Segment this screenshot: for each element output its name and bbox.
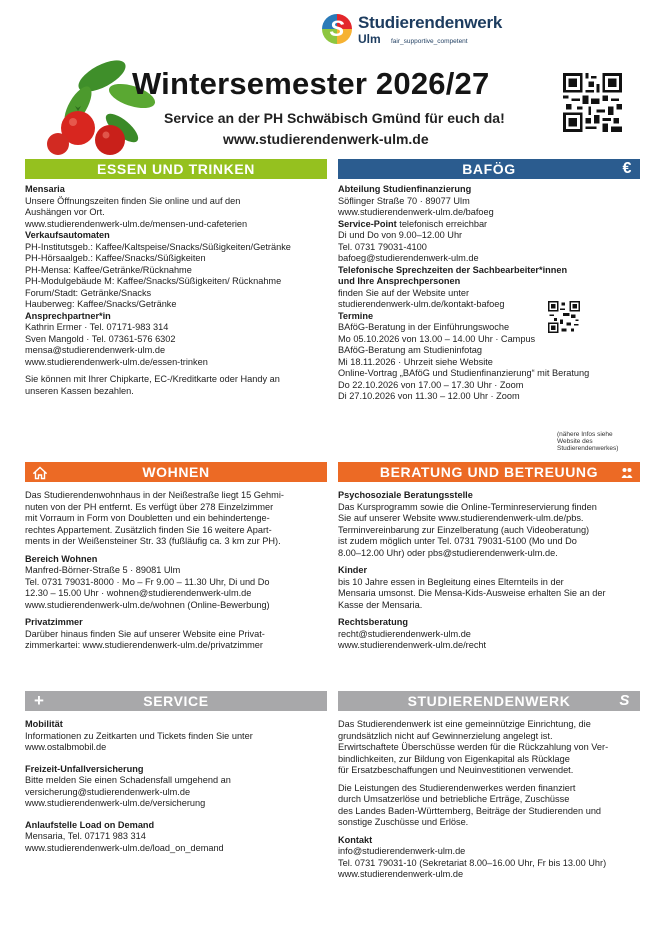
line-text: Unsere Öffnungszeiten finden Sie online und auf den bbox=[25, 195, 241, 206]
bafoeg-subheading bbox=[338, 276, 640, 288]
service-text-line bbox=[25, 731, 327, 743]
essen-text-line bbox=[25, 265, 327, 277]
line-text: Sie können mit Ihrer Chipkarte, EC-/Kreditkarte oder Handy an bbox=[25, 374, 280, 384]
service-text-line[interactable] bbox=[25, 742, 327, 754]
line-text: Das Kursprogramm sowie die Online-Terminreservierung finden bbox=[338, 501, 597, 512]
subheading-text: Termine bbox=[338, 310, 374, 321]
wohnen-text-line bbox=[25, 577, 327, 589]
essen-text-line bbox=[25, 242, 327, 254]
line-text: finden Sie auf der Website unter bbox=[338, 287, 470, 298]
essen-text-line bbox=[25, 253, 327, 265]
subheading-text: Service-Point bbox=[338, 218, 397, 229]
line-text: Mi 18.11.2026 · Uhrzeit siehe Website bbox=[338, 356, 493, 367]
line-text: Informationen zu Zeitkarten und Tickets finden Sie unter bbox=[25, 730, 253, 741]
bafoeg-text-line bbox=[338, 334, 640, 346]
spacer bbox=[25, 810, 327, 820]
studierendenwerk-text-line bbox=[338, 719, 640, 731]
line-text: durch Umsatzerlöse und betriebliche Erträge, Zuschüsse bbox=[338, 794, 570, 804]
line-text: mensa@studierendenwerk-ulm.de bbox=[25, 345, 166, 355]
line-text: Kathrin Ermer · Tel. 07171-983 314 bbox=[25, 322, 169, 332]
wohnen-text-line bbox=[25, 513, 327, 525]
bafoeg-text-line bbox=[338, 345, 640, 357]
studierendenwerk-text-line[interactable] bbox=[338, 846, 640, 858]
section-heading-essen: ESSEN UND TRINKEN bbox=[97, 161, 255, 177]
studierendenwerk-text-line[interactable] bbox=[338, 869, 640, 881]
section-heading-bafoeg: BAFÖG bbox=[462, 161, 516, 177]
section-bar-service bbox=[25, 691, 327, 711]
line-text: www.studierendenwerk-ulm.de/recht bbox=[338, 640, 487, 650]
line-text: versicherung@studierendenwerk-ulm.de bbox=[25, 786, 191, 797]
service-text-line[interactable] bbox=[25, 787, 327, 799]
plus-icon: + bbox=[34, 691, 45, 710]
line-text: zimmerkartei: www.studierendenwerk-ulm.de/privatzimmer bbox=[25, 640, 263, 650]
line-text: Hauberweg: Kaffee/Snacks/Getränke bbox=[25, 299, 177, 309]
wohnen-text-line bbox=[25, 536, 327, 548]
line-text: Mo 05.10.2026 von 13.00 – 14.00 Uhr · Campus bbox=[338, 333, 536, 344]
line-text: rechtes Appartement. Zusätzlich finden Sie 16 weitere Apart- bbox=[25, 524, 272, 535]
website-link[interactable]: www.studierendenwerk-ulm.de bbox=[223, 131, 429, 147]
bafoeg-text-line bbox=[338, 196, 640, 208]
subheading-text: Abteilung Studienfinanzierung bbox=[338, 184, 472, 194]
line-text: Online-Vortrag „BAföG und Studienfinanzierung“ mit Beratung bbox=[338, 368, 590, 378]
bafoeg-text-line bbox=[338, 242, 640, 254]
essen-text-line bbox=[25, 276, 327, 288]
line-text: www.studierendenwerk-ulm.de/bafoeg bbox=[338, 207, 494, 217]
section-body-essen bbox=[25, 184, 327, 397]
line-text: PH-Mensa: Kaffee/Getränke/Rücknahme bbox=[25, 264, 192, 275]
line-text: Tel. 0731 79031-8000 · Mo – Fr 9.00 – 11.30 Uhr, Di und Do bbox=[25, 576, 270, 587]
line-text: bafoeg@studierendenwerk-ulm.de bbox=[338, 253, 479, 263]
beratung-text-line bbox=[338, 577, 640, 589]
beratung-text-line bbox=[338, 502, 640, 514]
line-text: info@studierendenwerk-ulm.de bbox=[338, 846, 466, 856]
section-bar-essen bbox=[25, 159, 327, 179]
line-text: Die Leistungen des Studierendenwerkes werden finanziert bbox=[338, 782, 576, 793]
section-bar-studierendenwerk bbox=[338, 691, 640, 711]
bafoeg-subheading bbox=[338, 184, 640, 196]
line-text: ist zudem möglich unter Tel. 0731 79031-5100 (Mo und Do bbox=[338, 536, 577, 546]
line-text: grundsätzlich nicht auf Gewinnerzielung angelegt ist. bbox=[338, 730, 553, 741]
brand-city: Ulm bbox=[358, 32, 381, 46]
section-body-service bbox=[25, 719, 327, 854]
house-icon bbox=[33, 462, 47, 482]
bafoeg-text-line bbox=[338, 380, 640, 392]
subheading-text: Kinder bbox=[338, 565, 368, 575]
essen-subheading bbox=[25, 230, 327, 242]
line-text: Sven Mangold · Tel. 07361-576 6302 bbox=[25, 333, 176, 344]
line-text: Di 27.10.2026 von 11.30 – 12.00 Uhr · Zoom bbox=[338, 391, 520, 401]
line-text: des Landes Baden-Württemberg, Beiträge der Studierenden und bbox=[338, 805, 602, 816]
section-bar-beratung bbox=[338, 462, 640, 482]
subheading-text: Bereich Wohnen bbox=[25, 553, 98, 564]
wohnen-subheading bbox=[25, 554, 327, 566]
essen-text-line[interactable] bbox=[25, 219, 327, 231]
bafoeg-text-line bbox=[338, 391, 640, 403]
section-bar-bafoeg bbox=[338, 159, 640, 179]
line-text: Darüber hinaus finden Sie auf unserer Website eine Privat- bbox=[25, 628, 265, 639]
euro-icon: € bbox=[622, 160, 632, 177]
studierendenwerk-text-line bbox=[338, 731, 640, 743]
line-text: bis 10 Jahre essen in Begleitung eines Elternteils in der bbox=[338, 576, 564, 587]
section-heading-wohnen: WOHNEN bbox=[142, 464, 210, 480]
bafoeg-text-line bbox=[338, 368, 640, 380]
line-text: Kasse der Mensaria. bbox=[338, 599, 423, 610]
studierendenwerk-text-line bbox=[338, 742, 640, 754]
beratung-text-line[interactable] bbox=[338, 513, 640, 525]
essen-subheading bbox=[25, 184, 327, 196]
line-text: Tel. 0731 79031-4100 bbox=[338, 241, 427, 252]
bafoeg-text-line bbox=[338, 299, 640, 311]
beratung-text-line[interactable] bbox=[338, 548, 640, 560]
subheading-text: Ansprechpartner*in bbox=[25, 310, 111, 321]
service-text-line bbox=[25, 775, 327, 787]
line-text: Do 22.10.2026 von 17.00 – 17.30 Uhr · Zoom bbox=[338, 379, 524, 390]
line-text: www.studierendenwerk-ulm.de/wohnen (Online-Bewerbung) bbox=[25, 599, 270, 610]
line-text: Forum/Stadt: Getränke/Snacks bbox=[25, 287, 152, 298]
spacer bbox=[25, 754, 327, 764]
line-text: BAföG-Beratung am Studieninfotag bbox=[338, 345, 483, 355]
studierendenwerk-text-line bbox=[338, 858, 640, 870]
essen-text-line bbox=[25, 386, 327, 398]
bafoeg-subheading bbox=[338, 219, 640, 231]
line-text: Sie auf unserer Website www.studierendenwerk-ulm.de/pbs. bbox=[338, 513, 584, 523]
wohnen-text-line bbox=[25, 502, 327, 514]
essen-text-line[interactable] bbox=[25, 357, 327, 369]
studierendenwerk-text-line bbox=[338, 817, 640, 829]
line-text: Söflinger Straße 70 · 89077 Ulm bbox=[338, 195, 470, 206]
essen-text-line bbox=[25, 196, 327, 208]
section-body-bafoeg bbox=[338, 184, 640, 403]
subheading-text: Verkaufsautomaten bbox=[25, 230, 110, 240]
line-text: bindlichkeiten, zur Bildung von Eigenkapital als Rücklage bbox=[338, 753, 570, 764]
bafoeg-note: (nähere Infos siehe Website des Studierendenwerkes) bbox=[557, 431, 619, 452]
section-body-studierendenwerk bbox=[338, 719, 640, 881]
qr-code-icon bbox=[563, 73, 622, 132]
essen-subheading bbox=[25, 311, 327, 323]
line-text: BAföG-Beratung in der Einführungswoche bbox=[338, 322, 510, 332]
studierendenwerk-text-line bbox=[338, 754, 640, 766]
line-text: Di und Do von 9.00–12.00 Uhr bbox=[338, 230, 463, 240]
service-subheading bbox=[25, 764, 327, 776]
wohnen-text-line bbox=[25, 629, 327, 641]
essen-text-line bbox=[25, 288, 327, 300]
bafoeg-text-line[interactable] bbox=[338, 207, 640, 219]
service-subheading bbox=[25, 820, 327, 832]
line-text: Das Studierendenwohnhaus in der Neißestraße liegt 15 Gehmi- bbox=[25, 490, 284, 500]
line-text: studierendenwerk-ulm.de/kontakt-bafoeg bbox=[338, 299, 505, 309]
beratung-text-line[interactable] bbox=[338, 640, 640, 652]
section-heading-beratung: BERATUNG UND BETREUUNG bbox=[379, 464, 599, 480]
line-text: ments in der Weißensteiner Str. 33 (fußläufig ca. 3 km zur PH). bbox=[25, 536, 281, 546]
line-text: 8.00–12.00 Uhr) oder pbs@studierendenwerk-ulm.de. bbox=[338, 547, 558, 558]
line-text: sonstige Zuschüsse und Erlöse. bbox=[338, 817, 469, 827]
wohnen-text-line bbox=[25, 565, 327, 577]
line-text: Das Studierendenwerk ist eine gemeinnützige Einrichtung, die bbox=[338, 719, 591, 729]
line-text: www.studierendenwerk-ulm.de/versicherung bbox=[25, 798, 206, 808]
wohnen-text-line[interactable] bbox=[25, 600, 327, 612]
line-text: Terminvereinbarung zur Einzelberatung (auch Videoberatung) bbox=[338, 524, 590, 535]
section-body-wohnen bbox=[25, 490, 327, 652]
bafoeg-text-line bbox=[338, 230, 640, 242]
line-text: mit Vorraum in Form von Doubletten und ein behindertenge- bbox=[25, 513, 270, 523]
brand-s-icon: S bbox=[619, 692, 630, 709]
section-body-beratung bbox=[338, 490, 640, 652]
line-text: unseren Kassen bezahlen. bbox=[25, 385, 134, 396]
subheading-text: Psychosoziale Beratungsstelle bbox=[338, 490, 473, 500]
beratung-subheading bbox=[338, 565, 640, 577]
wohnen-text-line[interactable] bbox=[25, 640, 327, 652]
section-heading-studierendenwerk: STUDIERENDENWERK bbox=[407, 693, 571, 709]
essen-text-line bbox=[25, 334, 327, 346]
line-text: Mensaria, Tel. 07171 983 314 bbox=[25, 831, 146, 841]
beratung-text-line bbox=[338, 525, 640, 537]
tomato-basil-illustration bbox=[40, 48, 160, 158]
line-text: PH-Hörsaalgeb.: Kaffee/Snacks/Süßigkeiten bbox=[25, 253, 206, 263]
subheading-text: Privatzimmer bbox=[25, 617, 83, 627]
line-text: www.studierendenwerk-ulm.de bbox=[338, 869, 464, 879]
beratung-text-line[interactable] bbox=[338, 629, 640, 641]
studierendenwerk-subheading bbox=[338, 835, 640, 847]
beratung-text-line bbox=[338, 536, 640, 548]
beratung-subheading bbox=[338, 490, 640, 502]
subheading-text: Mobilität bbox=[25, 719, 63, 729]
line-text: Bitte melden Sie einen Schadensfall umgehend an bbox=[25, 775, 231, 785]
service-text-line bbox=[25, 831, 327, 843]
brand-tagline: fair_supportive_competent bbox=[391, 38, 468, 45]
line-text: Manfred-Börner-Straße 5 · 89081 Ulm bbox=[25, 565, 181, 575]
beratung-text-line bbox=[338, 600, 640, 612]
beratung-subheading bbox=[338, 617, 640, 629]
section-bar-wohnen bbox=[25, 462, 327, 482]
subheading-text: Telefonische Sprechzeiten der Sachbearbeiter*innen bbox=[338, 264, 568, 275]
studierendenwerk-text-line bbox=[338, 765, 640, 777]
essen-text-line[interactable] bbox=[25, 345, 327, 357]
beratung-text-line bbox=[338, 588, 640, 600]
bafoeg-text-line bbox=[338, 322, 640, 334]
brand-name: Studierendenwerk bbox=[358, 13, 503, 32]
line-text-rest: telefonisch erreichbar bbox=[396, 218, 488, 229]
line-text: Aushängen vor Ort. bbox=[25, 207, 105, 217]
subheading-text: Mensaria bbox=[25, 184, 65, 194]
subheading-text: Kontakt bbox=[338, 834, 373, 845]
studierendenwerk-text-line bbox=[338, 806, 640, 818]
line-text: PH-Institutsgeb.: Kaffee/Kaltspeise/Snacks/Süßigkeiten/Getränke bbox=[25, 241, 291, 252]
bafoeg-text-line bbox=[338, 357, 640, 369]
people-icon bbox=[620, 462, 634, 482]
essen-text-line bbox=[25, 322, 327, 334]
bafoeg-subheading bbox=[338, 265, 640, 277]
bafoeg-subheading bbox=[338, 311, 640, 323]
line-text: www.ostalbmobil.de bbox=[25, 742, 107, 752]
wohnen-subheading bbox=[25, 617, 327, 629]
line-text: Erwirtschaftete Überschüsse werden für die Rückzahlung von Ver- bbox=[338, 742, 609, 752]
line-text: www.studierendenwerk-ulm.de/load_on_demand bbox=[25, 842, 224, 853]
essen-text-line bbox=[25, 299, 327, 311]
line-text: nuten von der PH entfernt. Es verfügt über 278 Einzelzimmer bbox=[25, 501, 274, 512]
section-heading-service: SERVICE bbox=[143, 693, 209, 709]
brand-logo-letter: S bbox=[329, 16, 345, 41]
line-text: für Ersatzbeschaffungen und Neuinvestitionen verwendet. bbox=[338, 765, 574, 775]
subheading-text: und Ihre Ansprechpersonen bbox=[338, 276, 461, 286]
essen-text-line bbox=[25, 374, 327, 386]
wohnen-text-line bbox=[25, 525, 327, 537]
essen-text-line bbox=[25, 207, 327, 219]
page-title: Wintersemester 2026/27 bbox=[132, 66, 490, 101]
subheading-text: Rechtsberatung bbox=[338, 617, 408, 627]
studierendenwerk-text-line bbox=[338, 794, 640, 806]
line-text: www.studierendenwerk-ulm.de/essen-trinken bbox=[25, 356, 208, 367]
page-subtitle: Service an der PH Schwäbisch Gmünd für euch da! bbox=[164, 110, 505, 126]
line-text: PH-Modulgebäude M: Kaffee/Snacks/Süßigkeiten/ Rücknahme bbox=[25, 276, 282, 286]
line-text: recht@studierendenwerk-ulm.de bbox=[338, 628, 471, 639]
qr-code-bafoeg-icon bbox=[548, 301, 580, 333]
studierendenwerk-text-line bbox=[338, 783, 640, 795]
subheading-text: Anlaufstelle Load on Demand bbox=[25, 819, 155, 830]
service-text-line[interactable] bbox=[25, 798, 327, 810]
service-subheading bbox=[25, 719, 327, 731]
wohnen-text-line bbox=[25, 490, 327, 502]
bafoeg-text-line[interactable] bbox=[338, 253, 640, 265]
line-text: 12.30 – 15.00 Uhr · wohnen@studierendenwerk-ulm.de bbox=[25, 588, 252, 598]
line-text: Mensaria umsonst. Die Mensa-Kids-Ausweise erhalten Sie an der bbox=[338, 588, 606, 598]
subheading-text: Freizeit-Unfallversicherung bbox=[25, 763, 144, 774]
bafoeg-text-line bbox=[338, 288, 640, 300]
line-text: www.studierendenwerk-ulm.de/mensen-und-cafeterien bbox=[25, 218, 248, 229]
service-text-line[interactable] bbox=[25, 843, 327, 855]
line-text: Tel. 0731 79031-10 (Sekretariat 8.00–16.00 Uhr, Fr bis 13.00 Uhr) bbox=[338, 857, 607, 868]
wohnen-text-line[interactable] bbox=[25, 588, 327, 600]
